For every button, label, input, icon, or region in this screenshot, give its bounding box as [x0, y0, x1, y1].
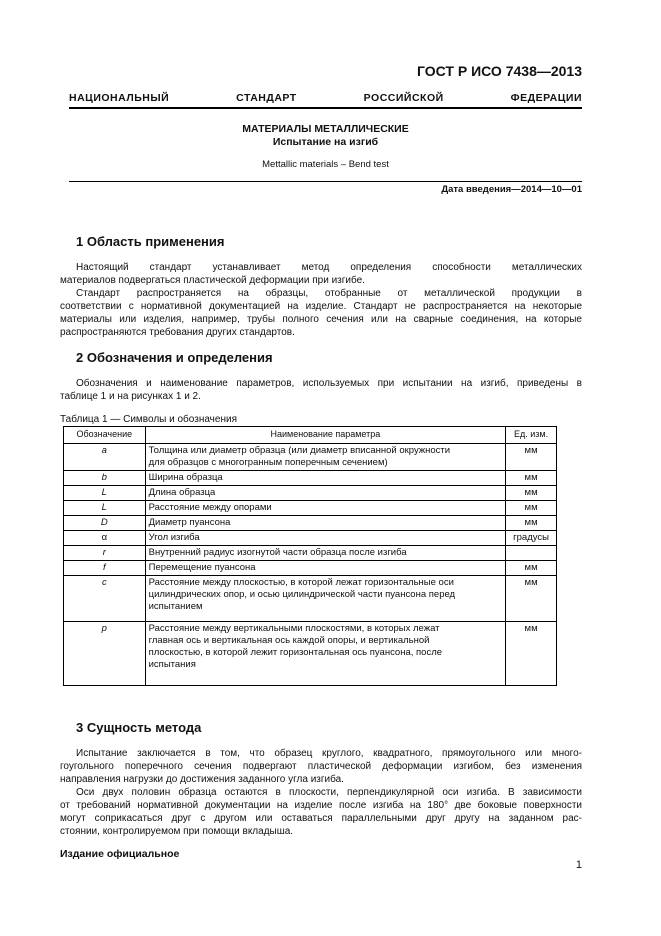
section-2-heading: 2 Обозначения и определения	[76, 350, 273, 365]
symbol-cell: r	[64, 546, 146, 561]
national-standard-banner: НАЦИОНАЛЬНЫЙ СТАНДАРТ РОССИЙСКОЙ ФЕДЕРАЦИИ	[69, 92, 582, 104]
section-2-text	[60, 377, 582, 403]
document-title: МАТЕРИАЛЫ МЕТАЛЛИЧЕСКИЕ	[242, 123, 409, 135]
table-row	[64, 546, 557, 561]
english-title: Mettallic materials – Bend test	[262, 159, 389, 170]
text-line: направления нагрузки до достижения заданного угла изгиба.	[60, 774, 344, 785]
parameter-cell	[145, 444, 506, 471]
parameter-line: Внутренний радиус изогнутой части образца после изгиба	[148, 547, 407, 558]
parameter-line: Перемещение пуансона	[148, 562, 256, 573]
parameter-line: плоскостью, в которой лежит горизонтальная ось пуансона, после	[148, 647, 443, 658]
symbol-cell: L	[64, 501, 146, 516]
document-subtitle: Испытание на изгиб	[272, 136, 379, 148]
parameter-line: испытания	[148, 659, 196, 670]
parameter-cell	[145, 576, 506, 622]
symbol-cell: a	[64, 444, 146, 471]
unit-cell: мм	[506, 471, 557, 486]
table-row	[64, 561, 557, 576]
parameter-cell	[145, 531, 506, 546]
text-line: Стандарт распространяется на образцы, отобранные от металлической продукции в	[76, 288, 582, 299]
table-row	[64, 576, 557, 622]
column-header: Обозначение	[64, 427, 146, 444]
symbol-cell: f	[64, 561, 146, 576]
page-number: 1	[575, 859, 582, 871]
parameter-line: Угол изгиба	[148, 532, 200, 543]
text-line: Настоящий стандарт устанавливает метод определения способности металлических	[76, 262, 582, 273]
unit-cell: мм	[506, 622, 557, 686]
unit-cell: мм	[506, 486, 557, 501]
standard-number: ГОСТ Р ИСО 7438—2013	[417, 63, 582, 79]
symbols-table	[63, 426, 557, 686]
text-line: Оси двух половин образца остаются в плоскости, перпендикулярной оси изгиба. В зависимости	[76, 787, 582, 798]
text-line: соответствии с нормативной документацией на изделие. Стандарт не распространяется на некоторые	[60, 301, 582, 312]
table-row	[64, 471, 557, 486]
table-row	[64, 486, 557, 501]
column-header: Наименование параметра	[145, 427, 506, 444]
symbol-cell: c	[64, 576, 146, 622]
text-line: стоянии, контролируемом при помощи вкладыша.	[60, 826, 294, 837]
symbol-cell: b	[64, 471, 146, 486]
unit-cell: мм	[506, 516, 557, 531]
parameter-line: Диаметр пуансона	[148, 517, 231, 528]
parameter-line: Длина образца	[148, 487, 216, 498]
parameter-line: Ширина образца	[148, 472, 223, 483]
text-line: таблице 1 и на рисунках 1 и 2.	[60, 391, 201, 402]
symbol-cell: α	[64, 531, 146, 546]
title-divider	[69, 181, 582, 182]
symbol-cell: p	[64, 622, 146, 686]
parameter-cell	[145, 622, 506, 686]
text-line: могут соприкасаться друг с другом или оставаться параллельными друг другу на заданном рас-	[60, 813, 582, 824]
unit-cell: мм	[506, 561, 557, 576]
text-line: Испытание заключается в том, что образец круглого, квадратного, прямоугольного или много-	[76, 748, 582, 759]
parameter-line: Расстояние между вертикальными плоскостями, в которых лежат	[148, 623, 440, 634]
parameter-line: испытанием	[148, 601, 203, 612]
table-row	[64, 531, 557, 546]
parameter-cell	[145, 561, 506, 576]
parameter-cell	[145, 516, 506, 531]
section-1-heading: 1 Область применения	[76, 234, 225, 249]
parameter-line: Толщина или диаметр образца (или диаметр вписанной окружности	[148, 445, 451, 456]
unit-cell: мм	[506, 444, 557, 471]
header-divider	[69, 107, 582, 109]
symbol-cell: L	[64, 486, 146, 501]
effective-date: Дата введения—2014—10—01	[441, 184, 582, 195]
parameter-cell	[145, 471, 506, 486]
column-header: Ед. изм.	[506, 427, 557, 444]
table-row	[64, 516, 557, 531]
parameter-cell	[145, 501, 506, 516]
unit-cell: мм	[506, 501, 557, 516]
unit-cell	[506, 546, 557, 561]
official-edition-label: Издание официальное	[60, 848, 180, 860]
unit-cell: градусы	[506, 531, 557, 546]
parameter-line: для образцов с многогранным поперечным сечением)	[148, 457, 388, 468]
text-line: материалов подвергаться пластической деформации при изгибе.	[60, 275, 365, 286]
parameter-cell	[145, 486, 506, 501]
text-line: Обозначения и наименование параметров, используемых при испытании на изгиб, приведены в	[76, 378, 582, 389]
text-line: от требований нормативной документации на изделие после изгиба на 180° две боковые поверхности	[60, 800, 582, 811]
section-3-heading: 3 Сущность метода	[76, 720, 202, 735]
text-line: гоугольного поперечного сечения подвергают пластической деформации изгибом, без изменения	[60, 761, 582, 772]
parameter-line: Расстояние между опорами	[148, 502, 272, 513]
table-row	[64, 501, 557, 516]
text-line: материалы или изделия, например, трубы полного сечения или на сварные соединения, на которые	[60, 314, 582, 325]
section-1-text	[60, 261, 582, 339]
symbol-cell: D	[64, 516, 146, 531]
section-3-text	[60, 747, 582, 838]
unit-cell: мм	[506, 576, 557, 622]
parameter-cell	[145, 546, 506, 561]
table-row	[64, 444, 557, 471]
table-caption: Таблица 1 — Символы и обозначения	[60, 414, 237, 425]
text-line: распространяются требования других стандартов.	[60, 327, 295, 338]
parameter-line: Расстояние между плоскостью, в которой лежат горизонтальные оси	[148, 577, 454, 588]
parameter-line: цилиндрических опор, и осью цилиндрической части пуансона перед	[148, 589, 456, 600]
table-header-row	[64, 427, 557, 444]
parameter-line: главная ось и вертикальная ось каждой опоры, и вертикальной	[148, 635, 430, 646]
table-row	[64, 622, 557, 686]
